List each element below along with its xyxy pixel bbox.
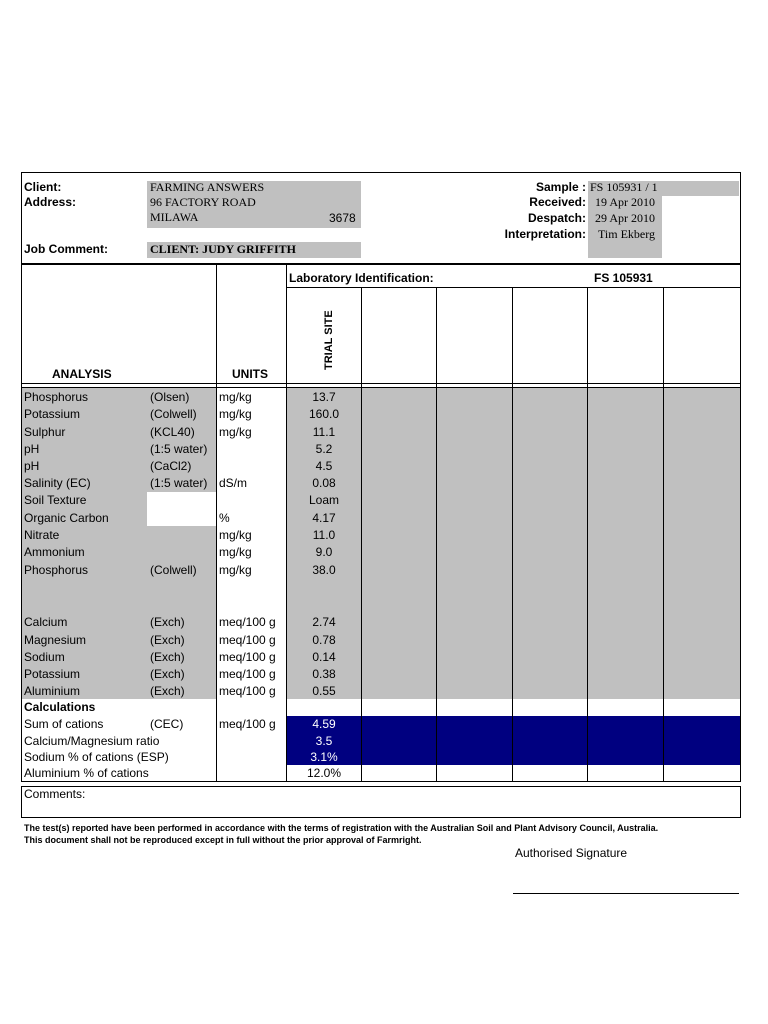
analysis-value: 4.5 (315, 459, 333, 473)
analysis-unit: meq/100 g (219, 650, 276, 664)
client-name: FARMING ANSWERS (150, 180, 265, 194)
analysis-unit: mg/kg (219, 563, 252, 577)
analysis-value: 5.2 (315, 442, 333, 456)
trial-site-header: TRIAL SITE (323, 310, 335, 370)
analysis-unit: meq/100 g (219, 667, 276, 681)
postcode: 3678 (329, 211, 356, 225)
comments-box (21, 786, 741, 818)
calc-name: Sodium % of cations (ESP) (24, 750, 169, 764)
analysis-value: 0.38 (312, 667, 336, 681)
analysis-value: 38.0 (312, 563, 336, 577)
col-line-5 (587, 287, 588, 782)
analysis-unit: meq/100 g (219, 615, 276, 629)
analysis-name: Salinity (EC) (24, 476, 91, 490)
analysis-value: 9.0 (315, 545, 333, 559)
job-comment-label: Job Comment: (24, 242, 108, 256)
analysis-unit: dS/m (219, 476, 248, 490)
analysis-method: (Exch) (150, 650, 185, 664)
comments-label: Comments: (24, 787, 86, 801)
analysis-name: pH (24, 459, 40, 473)
calc-name: Calcium/Magnesium ratio (24, 734, 160, 748)
despatch-label: Despatch: (527, 211, 586, 225)
analysis-method: (Colwell) (150, 563, 197, 577)
analysis-value: 0.08 (312, 476, 336, 490)
analysis-value: 0.55 (312, 684, 336, 698)
lab-id-divider (287, 287, 741, 288)
lab-id-value: FS 105931 (594, 271, 653, 285)
analysis-header: ANALYSIS (52, 367, 112, 381)
analysis-name: Sodium (24, 650, 65, 664)
calc-value: 3.5 (315, 734, 333, 748)
authorised-signature-label: Authorised Signature (515, 846, 628, 860)
col-line-3 (436, 287, 437, 782)
method-blank-cell (147, 492, 216, 526)
analysis-name: Aluminium (24, 684, 81, 698)
analysis-value: Loam (308, 493, 340, 507)
analysis-value: 0.78 (312, 633, 336, 647)
analysis-method: (Colwell) (150, 407, 197, 421)
analysis-method: (Exch) (150, 684, 185, 698)
analysis-value: 4.17 (312, 511, 336, 525)
analysis-value: 0.14 (312, 650, 336, 664)
calculations-label: Calculations (24, 700, 96, 714)
analysis-unit: meq/100 g (219, 633, 276, 647)
analysis-unit: mg/kg (219, 407, 252, 421)
calc-unit: meq/100 g (219, 717, 276, 731)
header-divider (21, 383, 741, 384)
analysis-unit: % (219, 511, 230, 525)
analysis-value: 160.0 (308, 407, 340, 421)
analysis-unit: mg/kg (219, 425, 252, 439)
analysis-name: Magnesium (24, 633, 87, 647)
analysis-method: (1:5 water) (150, 442, 208, 456)
analysis-name: Organic Carbon (24, 511, 109, 525)
interpretation-value: Tim Ekberg (598, 227, 656, 241)
analysis-value: 13.7 (312, 390, 336, 404)
calc-name: Aluminium % of cations (24, 766, 149, 780)
signature-line (513, 893, 739, 894)
analysis-value: 2.74 (312, 615, 336, 629)
analysis-method: (1:5 water) (150, 476, 208, 490)
analysis-method: (Exch) (150, 667, 185, 681)
units-col-line (216, 264, 217, 782)
calc-value: 12.0% (306, 766, 342, 780)
sample-label: Sample : (535, 180, 586, 194)
footer-note-2: This document shall not be reproduced except in full without the prior approval of Farmright. (24, 835, 422, 845)
analysis-unit: meq/100 g (219, 684, 276, 698)
analysis-value: 11.0 (312, 528, 336, 542)
analysis-name: Phosphorus (24, 563, 89, 577)
col-line-6 (663, 287, 664, 782)
address-label: Address: (24, 195, 77, 209)
analysis-method: (KCL40) (150, 425, 195, 439)
col-line-4 (512, 287, 513, 782)
address-line-2: MILAWA (150, 210, 199, 224)
analysis-name: Sulphur (24, 425, 66, 439)
calc-method: (CEC) (150, 717, 184, 731)
address-line-1: 96 FACTORY ROAD (150, 195, 256, 209)
analysis-name: Soil Texture (24, 493, 87, 507)
header-divider-2 (21, 387, 741, 388)
received-label: Received: (529, 195, 586, 209)
footer-note-1: The test(s) reported have been performed in accordance with the terms of registration with the Australian Soil and Plant Advisory Council, Australia. (24, 823, 659, 833)
received-value: 19 Apr 2010 (595, 195, 655, 209)
analysis-name: pH (24, 442, 40, 456)
calc-value: 3.1% (310, 750, 338, 764)
job-comment-value: CLIENT: JUDY GRIFFITH (150, 242, 297, 256)
analysis-name: Nitrate (24, 528, 60, 542)
analysis-unit: mg/kg (219, 528, 252, 542)
calc-name: Sum of cations (24, 717, 104, 731)
analysis-name: Phosphorus (24, 390, 89, 404)
analysis-name: Potassium (24, 667, 81, 681)
lab-id-label: Laboratory Identification: (289, 271, 434, 285)
client-label: Client: (24, 180, 62, 194)
analysis-method: (Exch) (150, 615, 185, 629)
analysis-unit: mg/kg (219, 545, 252, 559)
analysis-name: Calcium (24, 615, 68, 629)
analysis-name: Ammonium (24, 545, 85, 559)
analysis-value: 11.1 (312, 425, 336, 439)
analysis-method: (Olsen) (150, 390, 190, 404)
calc-value: 4.59 (312, 717, 336, 731)
units-header: UNITS (232, 367, 268, 381)
analysis-unit: mg/kg (219, 390, 252, 404)
analysis-method: (Exch) (150, 633, 185, 647)
analysis-method: (CaCl2) (150, 459, 192, 473)
despatch-value: 29 Apr 2010 (595, 211, 655, 225)
sample-value: FS 105931 / 1 (590, 180, 658, 194)
interpretation-label: Interpretation: (504, 227, 586, 241)
analysis-name: Potassium (24, 407, 81, 421)
